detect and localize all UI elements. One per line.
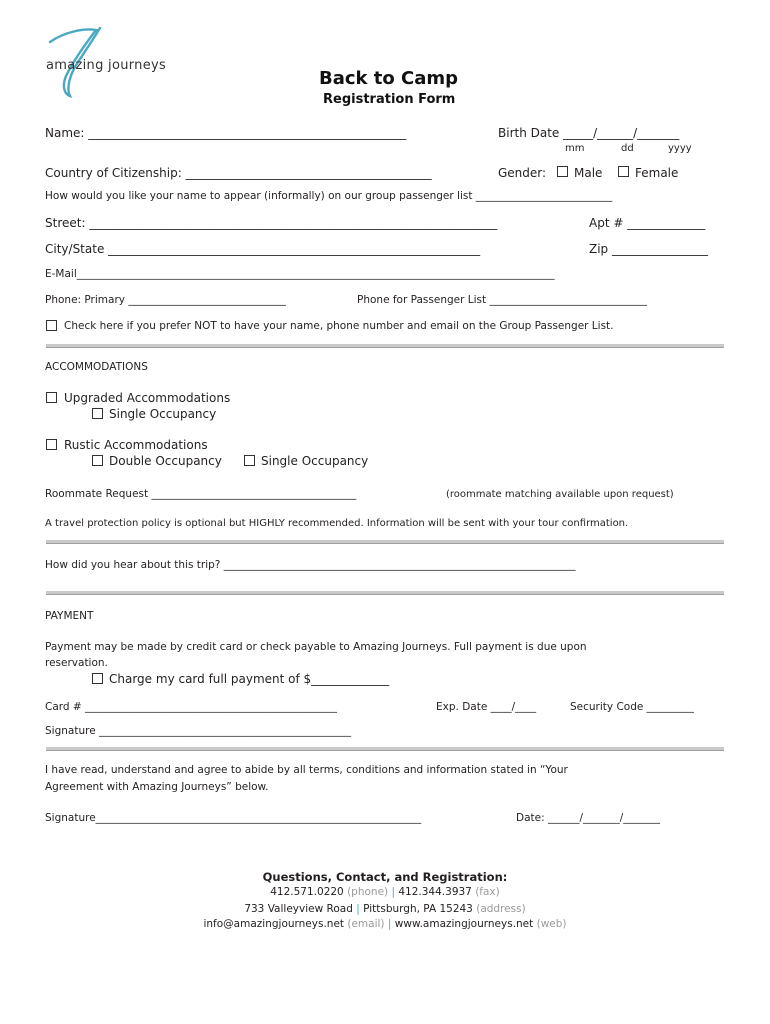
apt-field[interactable]: Apt # _____________: [589, 216, 706, 230]
passenger-list-name-field[interactable]: How would you like your name to appear (informally) on our group passenger list __________________________: [45, 190, 613, 202]
birth-date-mm-label: mm: [565, 143, 585, 154]
birth-date-yyyy-label: yyyy: [668, 143, 692, 154]
accommodations-heading: ACCOMMODATIONS: [45, 361, 148, 373]
male-label: Male: [574, 166, 603, 180]
male-checkbox[interactable]: [557, 166, 568, 177]
section-divider: [46, 591, 724, 595]
referral-field[interactable]: How did you hear about this trip? ___________________________________________________________________: [45, 559, 576, 571]
footer-phone-label: (phone): [347, 886, 389, 898]
security-code-field[interactable]: Security Code _________: [570, 701, 694, 713]
citizenship-field[interactable]: Country of Citizenship: _________________________________________: [45, 166, 432, 180]
footer-separator: |: [356, 903, 360, 915]
footer-fax-label: (fax): [475, 886, 500, 898]
charge-card-checkbox[interactable]: [92, 673, 103, 684]
footer-separator: |: [387, 918, 392, 930]
footer-address: 733 Valleyview Road: [244, 903, 353, 915]
page-subtitle: Registration Form: [323, 92, 456, 107]
footer-address-label: (address): [476, 903, 526, 915]
logo-text: amazing journeys: [46, 58, 167, 73]
logo: [44, 26, 167, 98]
card-number-field[interactable]: Card # ________________________________________________: [45, 701, 338, 713]
double-occupancy-checkbox[interactable]: [92, 455, 103, 466]
footer-phone-line: [0, 886, 770, 898]
travel-protection-note: A travel protection policy is optional but HIGHLY recommended. Information will be sent with your tour confirmation.: [45, 518, 629, 529]
payment-signature-field[interactable]: Signature ________________________________________________: [45, 725, 351, 737]
birth-date-field[interactable]: Birth Date _____/______/_______: [498, 126, 680, 140]
payment-intro-line1: Payment may be made by credit card or check payable to Amazing Journeys. Full payment is due upon: [45, 641, 587, 653]
agreement-signature-field[interactable]: Signature______________________________________________________________: [45, 812, 422, 824]
footer-heading: Questions, Contact, and Registration:: [262, 870, 508, 884]
section-divider: [46, 540, 724, 544]
single-occupancy-rustic-checkbox[interactable]: [244, 455, 255, 466]
footer-address-line: [0, 903, 770, 915]
street-field[interactable]: Street: ____________________________________________________________________: [45, 216, 498, 230]
footer-web-link[interactable]: www.amazingjourneys.net: [394, 918, 534, 930]
upgraded-checkbox[interactable]: [46, 392, 57, 403]
upgraded-label: Upgraded Accommodations: [64, 391, 231, 405]
section-divider: [46, 747, 724, 751]
phone-passenger-field[interactable]: Phone for Passenger List ______________________________: [357, 294, 647, 306]
exp-date-field[interactable]: Exp. Date ____/____: [436, 701, 537, 713]
rustic-checkbox[interactable]: [46, 439, 57, 450]
charge-card-field[interactable]: Charge my card full payment of $_____________: [109, 672, 390, 686]
email-field[interactable]: E-Mail___________________________________________________________________________________________: [45, 268, 555, 280]
roommate-request-field[interactable]: Roommate Request _______________________________________: [45, 488, 357, 500]
page-title: Back to Camp: [319, 68, 459, 89]
female-label: Female: [635, 166, 679, 180]
opt-out-checkbox[interactable]: [46, 320, 57, 331]
footer-email-label: (email): [347, 918, 385, 930]
name-field[interactable]: Name: _____________________________________________________: [45, 126, 407, 140]
footer-phone: 412.571.0220: [270, 886, 344, 898]
gender-label: Gender:: [498, 166, 547, 180]
footer-city: Pittsburgh, PA 15243: [363, 903, 473, 915]
single-occupancy-upgraded-checkbox[interactable]: [92, 408, 103, 419]
zip-field[interactable]: Zip ________________: [589, 242, 708, 256]
footer-web-line: [0, 918, 770, 930]
birth-date-dd-label: dd: [621, 143, 634, 154]
single-occupancy-upgraded-label: Single Occupancy: [109, 407, 217, 421]
payment-heading: PAYMENT: [45, 610, 94, 622]
footer-fax: 412.344.3937: [398, 886, 472, 898]
footer-separator: |: [391, 886, 396, 898]
city-state-field[interactable]: City/State ______________________________________________________________: [45, 242, 481, 256]
phone-primary-field[interactable]: Phone: Primary ______________________________: [45, 294, 286, 306]
double-occupancy-label: Double Occupancy: [109, 454, 222, 468]
section-divider: [46, 344, 724, 348]
agreement-line1: I have read, understand and agree to abide by all terms, conditions and information stated in “Your: [45, 764, 568, 776]
single-occupancy-rustic-label: Single Occupancy: [261, 454, 369, 468]
agreement-line2: Agreement with Amazing Journeys” below.: [45, 781, 269, 793]
agreement-date-field[interactable]: Date: ______/_______/_______: [516, 812, 661, 824]
footer-email-link[interactable]: info@amazingjourneys.net: [203, 918, 345, 930]
payment-intro-line2: reservation.: [45, 657, 108, 669]
roommate-note: (roommate matching available upon request): [446, 489, 674, 500]
opt-out-label: Check here if you prefer NOT to have your name, phone number and email on the Group Passenger List.: [64, 320, 614, 332]
rustic-label: Rustic Accommodations: [64, 438, 208, 452]
female-checkbox[interactable]: [618, 166, 629, 177]
footer-web-label: (web): [536, 918, 567, 930]
